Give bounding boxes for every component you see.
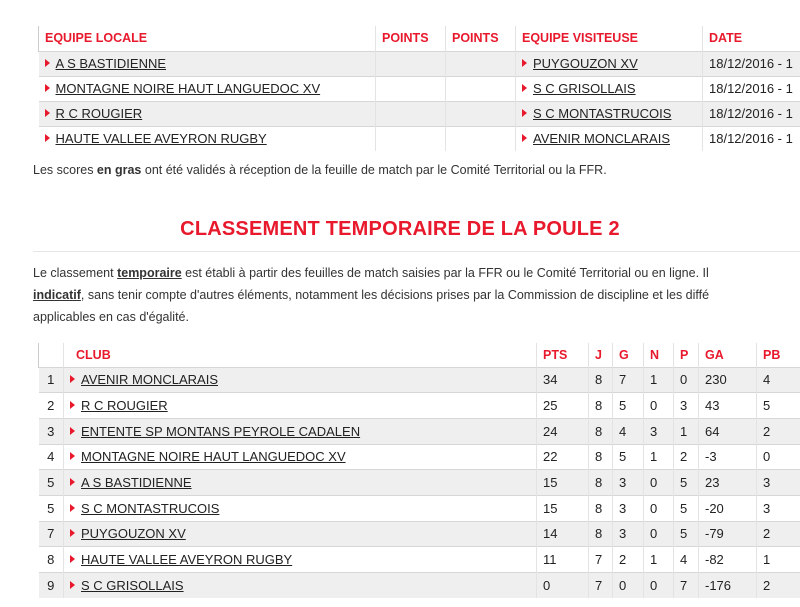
arrow-right-icon (522, 84, 527, 92)
stat-pts: 34 (537, 367, 589, 393)
para-line-2 (33, 284, 800, 306)
club-cell (64, 444, 537, 470)
home-points (376, 76, 446, 101)
away-points (446, 101, 516, 126)
stat-j: 8 (589, 495, 613, 521)
stat-pb: 0 (757, 444, 800, 470)
stat-pts: 15 (537, 495, 589, 521)
stat-p: 1 (674, 418, 699, 444)
stat-pb: 5 (757, 393, 800, 419)
away-team-cell (516, 101, 703, 126)
rank: 8 (39, 547, 64, 573)
home-points (376, 126, 446, 151)
stat-pb: 1 (757, 547, 800, 573)
header-equipe-visiteuse: EQUIPE VISITEUSE (516, 26, 703, 51)
stat-g: 5 (613, 393, 644, 419)
rank: 5 (39, 470, 64, 496)
stat-j: 8 (589, 393, 613, 419)
para-indicatif: indicatif (33, 288, 81, 302)
club-cell (64, 418, 537, 444)
stat-p: 7 (674, 573, 699, 599)
stat-n: 3 (644, 418, 674, 444)
standings-title: CLASSEMENT TEMPORAIRE DE LA POULE 2 (180, 218, 620, 240)
note-bold: en gras (96, 163, 142, 177)
header-date: DATE (709, 31, 743, 46)
standings-row (39, 547, 800, 573)
away-team-cell (516, 51, 703, 76)
header-points-away: POINTS (446, 26, 516, 51)
home-team-cell (39, 76, 376, 101)
stat-p: 5 (674, 521, 699, 547)
stat-g: 5 (613, 444, 644, 470)
club-link[interactable]: ENTENTE SP MONTANS PEYROLE CADALEN (81, 423, 361, 439)
arrow-right-icon (70, 375, 75, 383)
away-points (446, 126, 516, 151)
club-link[interactable]: PUYGOUZON XV (81, 526, 186, 542)
header-ga: GA (699, 343, 757, 367)
stat-j: 8 (589, 367, 613, 393)
club-link[interactable]: R C ROUGIER (81, 398, 168, 414)
club-cell (64, 573, 537, 599)
stat-n: 0 (644, 470, 674, 496)
header-club: CLUB (64, 343, 537, 367)
stat-ga: -79 (699, 521, 757, 547)
stat-pb: 4 (757, 367, 800, 393)
stat-pts: 25 (537, 393, 589, 419)
stat-n: 1 (644, 367, 674, 393)
club-link[interactable]: MONTAGNE NOIRE HAUT LANGUEDOC XV (81, 449, 346, 465)
rank: 7 (39, 521, 64, 547)
match-date: 18/12/2016 - 1 (703, 101, 800, 126)
stat-g: 7 (613, 367, 644, 393)
stat-pts: 11 (537, 547, 589, 573)
arrow-right-icon (45, 109, 50, 117)
standings-row (39, 444, 800, 470)
arrow-right-icon (45, 59, 50, 67)
rank: 3 (39, 418, 64, 444)
scores-note (33, 163, 607, 177)
stat-g: 2 (613, 547, 644, 573)
header-equipe-locale: EQUIPE LOCALE (39, 26, 376, 51)
stat-pb: 2 (757, 418, 800, 444)
rank: 9 (39, 573, 64, 599)
rank: 5 (39, 495, 64, 521)
standings-row (39, 418, 800, 444)
stat-g: 4 (613, 418, 644, 444)
stat-pts: 0 (537, 573, 589, 599)
away-team-link[interactable]: PUYGOUZON XV (533, 56, 638, 71)
away-team-link[interactable]: S C GRISOLLAIS (533, 81, 636, 96)
home-points (376, 51, 446, 76)
para-temporaire: temporaire (117, 266, 182, 280)
para-text: est établi à partir des feuilles de match saisies par la FFR ou le Comité Territorial ou en ligne. Il (181, 266, 709, 280)
stat-pts: 22 (537, 444, 589, 470)
stat-n: 1 (644, 444, 674, 470)
stat-n: 1 (644, 547, 674, 573)
header-rank (39, 343, 64, 367)
away-team-cell (516, 126, 703, 151)
standings-header-row (39, 343, 800, 367)
club-cell (64, 367, 537, 393)
rank: 4 (39, 444, 64, 470)
home-team-link[interactable]: R C ROUGIER (55, 106, 143, 121)
results-header-row (39, 26, 800, 51)
arrow-right-icon (45, 134, 50, 142)
stat-p: 5 (674, 495, 699, 521)
results-table (38, 26, 800, 151)
stat-j: 8 (589, 470, 613, 496)
standings-row (39, 393, 800, 419)
away-points (446, 51, 516, 76)
match-row (39, 126, 800, 151)
arrow-right-icon (522, 59, 527, 67)
stat-pts: 14 (537, 521, 589, 547)
stat-pb: 2 (757, 573, 800, 599)
header-g: G (613, 343, 644, 367)
stat-g: 3 (613, 521, 644, 547)
arrow-right-icon (522, 134, 527, 142)
home-team-link[interactable]: A S BASTIDIENNE (55, 56, 167, 71)
header-pts: PTS (537, 343, 589, 367)
stat-j: 8 (589, 418, 613, 444)
stat-pb: 2 (757, 521, 800, 547)
stat-n: 0 (644, 521, 674, 547)
club-cell (64, 495, 537, 521)
standings-row (39, 573, 800, 599)
standings-row (39, 521, 800, 547)
stat-ga: 23 (699, 470, 757, 496)
para-text: Le classement (33, 266, 118, 280)
arrow-right-icon (70, 401, 75, 409)
stat-j: 8 (589, 444, 613, 470)
arrow-right-icon (522, 109, 527, 117)
stat-j: 8 (589, 521, 613, 547)
header-j: J (589, 343, 613, 367)
home-points (376, 101, 446, 126)
stat-ga: 230 (699, 367, 757, 393)
para-text: , sans tenir compte d'autres éléments, notamment les décisions prises par la Commission de discipline et les diffé (80, 288, 710, 302)
stat-n: 0 (644, 495, 674, 521)
home-team-link[interactable]: HAUTE VALLEE AVEYRON RUGBY (55, 131, 267, 147)
match-date: 18/12/2016 - 1 (703, 76, 800, 101)
match-date: 18/12/2016 - 1 (703, 126, 800, 151)
stat-pts: 15 (537, 470, 589, 496)
home-team-link[interactable]: MONTAGNE NOIRE HAUT LANGUEDOC XV (55, 81, 321, 96)
standings-table (38, 343, 800, 598)
stat-ga: -82 (699, 547, 757, 573)
home-team-cell (39, 126, 376, 151)
standings-row (39, 367, 800, 393)
stat-n: 0 (644, 393, 674, 419)
club-link[interactable]: HAUTE VALLEE AVEYRON RUGBY (81, 552, 293, 568)
club-cell (64, 470, 537, 496)
header-points-home: POINTS (376, 26, 446, 51)
stat-j: 7 (589, 573, 613, 599)
away-team-link[interactable]: S C MONTASTRUCOIS (533, 106, 672, 121)
away-team-cell (516, 76, 703, 101)
stat-p: 0 (674, 367, 699, 393)
arrow-right-icon (45, 84, 50, 92)
arrow-right-icon (70, 452, 75, 460)
stat-ga: 64 (699, 418, 757, 444)
away-team-link[interactable]: AVENIR MONCLARAIS (533, 131, 671, 147)
stat-j: 7 (589, 547, 613, 573)
arrow-right-icon (70, 427, 75, 435)
note-text-suffix: ont été validés à réception de la feuille de match par le Comité Territorial ou la FFR. (141, 163, 607, 177)
away-points (446, 76, 516, 101)
para-line-3: applicables en cas d'égalité. (33, 310, 189, 324)
standings-row (39, 470, 800, 496)
stat-ga: -20 (699, 495, 757, 521)
stat-ga: -176 (699, 573, 757, 599)
stat-p: 4 (674, 547, 699, 573)
header-pb: PB (763, 347, 781, 362)
standings-description (33, 262, 800, 328)
standings-row (39, 495, 800, 521)
club-link[interactable]: A S BASTIDIENNE (81, 475, 192, 491)
header-n: N (644, 343, 674, 367)
para-line-1 (33, 262, 800, 284)
stat-ga: -3 (699, 444, 757, 470)
match-row (39, 76, 800, 101)
club-cell (64, 547, 537, 573)
stat-p: 2 (674, 444, 699, 470)
stat-p: 3 (674, 393, 699, 419)
stat-pts: 24 (537, 418, 589, 444)
club-cell (64, 393, 537, 419)
stat-pb: 3 (757, 470, 800, 496)
arrow-right-icon (70, 555, 75, 563)
arrow-right-icon (70, 478, 75, 486)
stat-g: 3 (613, 470, 644, 496)
stat-pb: 3 (757, 495, 800, 521)
arrow-right-icon (70, 581, 75, 589)
header-p: P (674, 343, 699, 367)
stat-p: 5 (674, 470, 699, 496)
arrow-right-icon (70, 504, 75, 512)
rank: 2 (39, 393, 64, 419)
home-team-cell (39, 101, 376, 126)
stat-g: 3 (613, 495, 644, 521)
match-row (39, 101, 800, 126)
stat-g: 0 (613, 573, 644, 599)
arrow-right-icon (70, 529, 75, 537)
club-cell (64, 521, 537, 547)
home-team-cell (39, 51, 376, 76)
club-link[interactable]: AVENIR MONCLARAIS (81, 372, 219, 388)
club-link[interactable]: S C GRISOLLAIS (81, 578, 184, 594)
rank: 1 (39, 367, 64, 393)
match-date: 18/12/2016 - 1 (703, 51, 800, 76)
club-link[interactable]: S C MONTASTRUCOIS (81, 500, 220, 516)
note-text-prefix: Les scores (33, 163, 97, 177)
stat-n: 0 (644, 573, 674, 599)
title-divider (33, 251, 800, 252)
match-row (39, 51, 800, 76)
stat-ga: 43 (699, 393, 757, 419)
